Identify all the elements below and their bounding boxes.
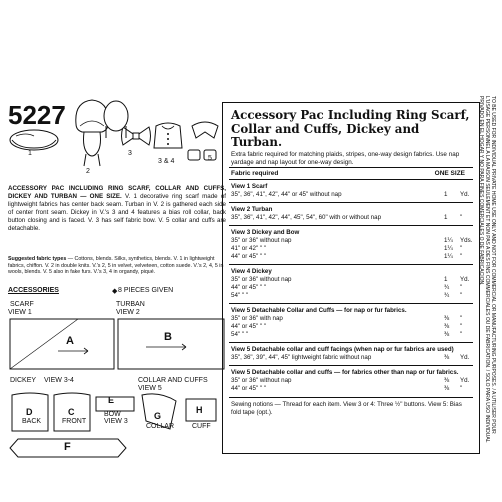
section-title: View 5 Detachable Collar and Cuffs — for nap or fur fabrics.	[231, 307, 407, 314]
row-unit: "	[460, 214, 463, 221]
row-qty: 1¼	[444, 253, 453, 260]
diamond-icon: ◆	[112, 288, 118, 295]
row-unit: Yd.	[460, 377, 470, 384]
view5-label: VIEW 5	[138, 385, 162, 392]
row-text: 44" or 45" " "	[231, 284, 266, 291]
description-body: V. 1 decorative ring scarf made of lightweight fabrics has center back seam. Turban in V. 2 is gathered each side of center front seam. Dickey in V.'s 3 and 4 features a bias roll collar, back button closing and is faced. V. 3 has self fabric bow. V. 5 collar and cuffs are detachable.	[8, 193, 226, 233]
yardage-row	[231, 253, 471, 261]
col-fabric: Fabric required	[231, 170, 279, 177]
row-text: 44" or 45" " "	[231, 323, 266, 330]
row-unit: "	[460, 292, 463, 299]
row-qty: ¾	[444, 284, 450, 291]
yardage-row	[231, 214, 471, 222]
side-legal-text	[478, 96, 498, 456]
view2-label: VIEW 2	[116, 309, 140, 316]
yardage-section-view5-nap	[231, 307, 471, 339]
piece-a-outline	[8, 317, 116, 371]
section-title: View 3 Dickey and Bow	[231, 229, 300, 236]
description	[8, 185, 226, 234]
row-qty: ⅜	[444, 331, 450, 338]
section-title: View 4 Dickey	[231, 268, 272, 275]
yardage-row	[231, 284, 471, 292]
row-unit: "	[460, 315, 463, 322]
section-title: View 1 Scarf	[231, 183, 268, 190]
piece-h-label: H	[196, 405, 203, 415]
yardage-row	[231, 276, 471, 284]
yardage-section-view2	[231, 206, 471, 222]
divider	[229, 397, 473, 398]
section-title: View 5 Detachable collar and cuffs — for fabrics other than nap or fur fabrics.	[231, 369, 459, 376]
front-label: FRONT	[62, 418, 87, 425]
yardage-section-view5-facings	[231, 346, 471, 362]
row-text: 44" or 45" " "	[231, 385, 266, 392]
yardage-section-view4	[231, 268, 471, 300]
piece-g-label: G	[154, 411, 162, 421]
pattern-pieces-diagram	[8, 287, 226, 462]
divider	[229, 202, 473, 203]
bow-label: BOW	[104, 411, 121, 418]
yardage-row	[231, 315, 471, 323]
collar-illustration	[188, 118, 222, 146]
row-text: 35" or 36" without nap	[231, 237, 292, 244]
accessories-label: ACCESSORIES	[8, 287, 59, 294]
row-text: 41" or 42" " "	[231, 245, 266, 252]
row-qty: 1¼	[444, 245, 453, 252]
view-label-3: 3	[128, 150, 132, 157]
row-text: 54" " "	[231, 292, 248, 299]
section-title: View 5 Detachable collar and cuff facings (when nap or fur fabrics are used)	[231, 346, 454, 353]
yardage-title: Accessory Pac Including Ring Scarf, Collar and Cuffs, Dickey and Turban.	[231, 108, 470, 149]
view-label-2: 2	[86, 168, 90, 175]
yardage-row	[231, 237, 471, 245]
row-unit: "	[460, 253, 463, 260]
row-unit: "	[460, 245, 463, 252]
row-qty: ⅜	[444, 385, 450, 392]
row-qty: 1	[444, 214, 448, 221]
yardage-header	[231, 170, 471, 177]
dickey-label: DICKEY	[10, 377, 37, 384]
head-profile-illustration	[98, 96, 134, 140]
yardage-row	[231, 385, 471, 393]
row-text: 35" or 36" with nap	[231, 315, 283, 322]
row-qty: ⅜	[444, 315, 450, 322]
suggested-fabrics-label: Suggested fabric types	[8, 256, 67, 262]
yardage-row	[231, 292, 471, 300]
side-legal-text-content: TO BE USED FOR INDIVIDUAL PRIVATE HOME USE ONLY AND NOT FOR COMMERCIAL OR MANUFACTURING PURPOSES. / A UTILISER POUR L'USAGE PERSONNEL A LA MAISON SEULEMENT ET NON PAS A DES FINS COMMERCIALES OU DE FABRICATION. / SOLO PARA USO INDIVIDUAL PRIVADO EN EL HOGAR Y NO PARA FINES COMERCIALES O DE FABRICACION.	[478, 96, 496, 443]
collar-cuffs-label: COLLAR AND CUFFS	[138, 377, 208, 384]
row-text: 35", 36", 39", 44", 45" lightweight fabric without nap	[231, 354, 372, 361]
yardage-row	[231, 377, 471, 385]
divider	[229, 167, 473, 168]
yardage-row	[231, 323, 471, 331]
divider	[229, 342, 473, 343]
divider	[229, 365, 473, 366]
section-title: View 2 Turban	[231, 206, 273, 213]
row-qty: 1¼	[444, 237, 453, 244]
row-qty: ⅜	[444, 354, 450, 361]
view-label-5: 5	[208, 155, 212, 162]
yardage-section-view5-other	[231, 369, 471, 393]
view3-label: VIEW 3	[104, 418, 128, 425]
turban-label: TURBAN	[116, 301, 145, 308]
view34-label: VIEW 3-4	[44, 377, 74, 384]
back-label: BACK	[22, 418, 42, 425]
row-text: 35", 36", 41", 42", 44", 45", 54", 60" with or without nap	[231, 214, 382, 221]
divider	[229, 179, 473, 180]
yardage-row	[231, 191, 471, 199]
scarf-label: SCARF	[10, 301, 34, 308]
row-text: 35" or 36" without nap	[231, 276, 292, 283]
yardage-section-view3	[231, 229, 471, 261]
row-text: 44" or 45" " "	[231, 253, 266, 260]
yardage-row	[231, 245, 471, 253]
row-unit: Yd.	[460, 354, 470, 361]
row-unit: Yd.	[460, 276, 470, 283]
ring-scarf-illustration	[4, 118, 64, 168]
suggested-fabrics	[8, 256, 226, 276]
piece-d-label: D	[26, 407, 33, 417]
row-qty: ⅜	[444, 323, 450, 330]
piece-a-label: A	[66, 335, 74, 347]
piece-e-label: E	[108, 395, 115, 405]
collar-label: COLLAR	[146, 423, 175, 430]
row-qty: ⅜	[444, 377, 450, 384]
view-label-1: 1	[28, 150, 32, 157]
row-text: 35", 36", 41", 42", 44" or 45" without nap	[231, 191, 342, 198]
yardage-section-view1	[231, 183, 471, 199]
suggested-fabrics-text: — Cottons, blends. Silks, synthetics, blends. V. 1 in lightweight fabrics, chiffon. V. 2 in double knits. V.'s 2, 5 in velvet, velveteen, cotton suede. V.'s 2, 4, 5 in wools, blends. V. 5 also in fake furs. V.'s 3, 4 in organdy, piqué.	[8, 256, 224, 276]
divider	[229, 303, 473, 304]
yardage-row	[231, 331, 471, 339]
yardage-row	[231, 354, 471, 362]
row-unit: Yds.	[460, 237, 473, 244]
col-size: ONE SIZE	[434, 170, 465, 177]
piece-f-label: F	[64, 441, 71, 453]
row-qty: ¾	[444, 292, 450, 299]
row-unit: Yd.	[460, 191, 470, 198]
row-text: 35" or 36" without nap	[231, 377, 292, 384]
dickey-illustration	[150, 118, 186, 154]
row-unit: "	[460, 385, 463, 392]
illustrations	[0, 0, 222, 175]
row-unit: "	[460, 284, 463, 291]
row-unit: "	[460, 323, 463, 330]
row-qty: 1	[444, 191, 448, 198]
pieces-given-label: 8 PIECES GIVEN	[118, 287, 174, 294]
piece-b-label: B	[164, 331, 172, 343]
piece-b-outline	[116, 317, 226, 371]
yardage-chart	[222, 102, 480, 454]
row-unit: "	[460, 331, 463, 338]
divider	[229, 264, 473, 265]
description-heading: ACCESSORY PAC INCLUDING RING SCARF, COLLAR AND CUFFS, DICKEY AND TURBAN — ONE SIZE.	[8, 185, 226, 201]
cuff-label: CUFF	[192, 423, 211, 430]
view-label-3-4: 3 & 4	[158, 158, 175, 165]
view1-label: VIEW 1	[8, 309, 32, 316]
pattern-number: 5227	[8, 100, 66, 130]
row-qty: 1	[444, 276, 448, 283]
cuffs-illustration	[186, 146, 220, 166]
row-text: 54" " "	[231, 331, 248, 338]
yardage-extra-note: Extra fabric required for matching plaids, stripes, one-way design fabrics. Use nap yardage and nap layout for one-way design.	[231, 151, 460, 166]
piece-c-label: C	[68, 407, 75, 417]
divider	[229, 225, 473, 226]
sewing-notions: Sewing notions — Thread for each item. View 3 or 4: Three ½" buttons. View 5: Bias fold tape (opt.).	[231, 401, 462, 416]
